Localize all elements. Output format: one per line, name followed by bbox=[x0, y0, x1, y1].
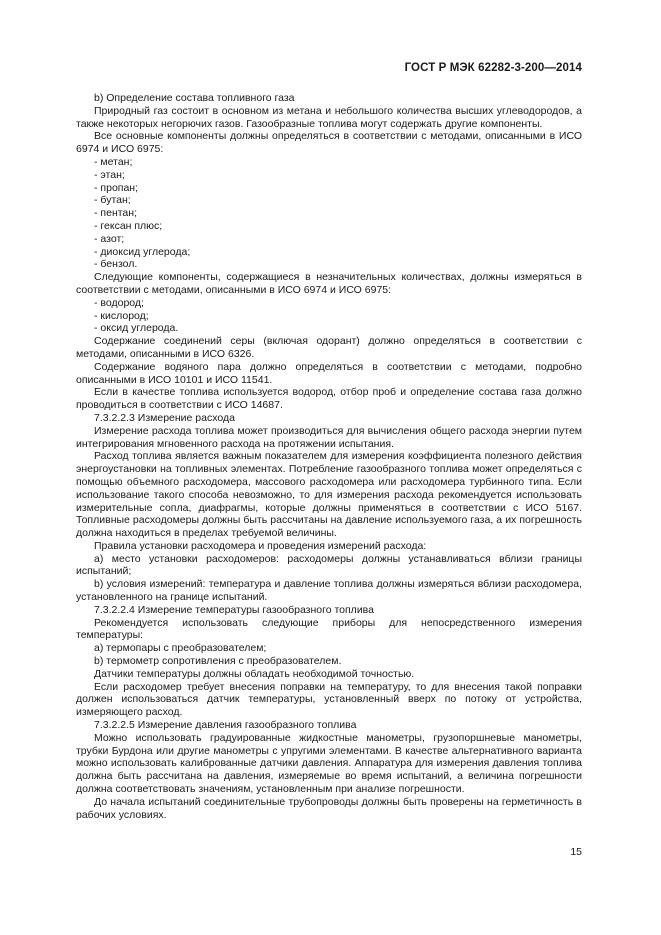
paragraph-trace-components: Следующие компоненты, содержащиеся в незначительных количествах, должны измеряться в соответствии с методами, описанными в ИСО 6974 и ИСО 6975: bbox=[76, 271, 582, 296]
page-number: 15 bbox=[570, 846, 582, 858]
paragraph-natural-gas: Природный газ состоит в основном из метана и небольшого количества высших углеводородов, а также некоторых негорючих газов. Газообразные топлива могут содержать другие компоненты. bbox=[76, 104, 582, 130]
list-item-hydrogen: - водород; bbox=[94, 296, 144, 309]
section-heading-pressure: 7.3.2.2.5 Измерение давления газообразного топлива bbox=[94, 719, 357, 732]
list-item-benzene: - бензол. bbox=[94, 258, 138, 271]
paragraph-flowmeter-rules: Правила установки расходомера и проведения измерений расхода: bbox=[94, 539, 427, 552]
list-item-oxygen: - кислород; bbox=[94, 309, 149, 322]
list-item-nitrogen: - азот; bbox=[94, 232, 125, 245]
paragraph-main-components: Все основные компоненты должны определяться в соответствии с методами, описанными в ИСО 6974 и ИСО 6975: bbox=[76, 130, 582, 156]
section-heading-fuel-composition: b) Определение состава топливного газа bbox=[94, 92, 295, 104]
list-item-resistance-thermometer: b) термометр сопротивления с преобразователем. bbox=[94, 655, 342, 668]
list-item-propane: - пропан; bbox=[94, 181, 139, 194]
paragraph-water-vapor: Содержание водяного пара должно определяться в соответствии с методами, подробно описанными в ИСО 10101 и ИСО 11541. bbox=[76, 360, 582, 386]
paragraph-hydrogen-fuel: Если в качестве топлива используется водород, отбор проб и определение состава газа должно проводиться в соответствии с ИСО 14687. bbox=[76, 386, 582, 412]
paragraph-sensor-accuracy: Датчики температуры должны обладать необходимой точностью. bbox=[94, 667, 415, 680]
list-item-butane: - бутан; bbox=[94, 194, 131, 207]
standard-code-header: ГОСТ Р МЭК 62282-3-200—2014 bbox=[404, 62, 582, 74]
list-item-thermocouples: а) термопары с преобразователем; bbox=[94, 642, 267, 655]
list-item-pentane: - пентан; bbox=[94, 207, 137, 220]
paragraph-temperature-instruments: Рекомендуется использовать следующие приборы для непосредственного измерения температуры: bbox=[76, 616, 582, 642]
paragraph-flow-meters: Расход топлива является важным показателем для измерения коэффициента полезного действия энергоустановки на топливных элементах. Потребление газообразного топлива может определяться с помощью объемного расходомера, массового расходомера или расходомера турбинного типа. Если использование такого способа невозможно, то для измерения расхода рекомендуется использовать измерительные сопла, диафрагмы, которые должны применяться в соответствии с ИСО 5167. Топливные расходомеры должны быть рассчитаны на давление используемого газа, а их погрешность должна находиться в пределах требуемой величины. bbox=[76, 450, 582, 540]
paragraph-sulfur: Содержание соединений серы (включая одорант) должно определяться в соответствии с методами, описанными в ИСО 6326. bbox=[76, 335, 582, 360]
list-item-methane: - метан; bbox=[94, 155, 133, 168]
list-item-ethane: - этан; bbox=[94, 168, 125, 181]
paragraph-leak-check: До начала испытаний соединительные трубопроводы должны быть проверены на герметичность в рабочих условиях. bbox=[76, 795, 582, 821]
list-item-hexane-plus: - гексан плюс; bbox=[94, 219, 163, 232]
paragraph-manometers: Можно использовать градуированные жидкостные манометры, грузопоршневые манометры, трубки Бурдона или другие манометры с упругими элементами. В качестве альтернативного варианта можно использовать калиброванные датчики давления. Аппаратура для измерения давления топлива должна быть рассчитана на давления, измеряемые во время испытаний, а величина погрешности должна соответствовать значениям, установленным при анализе погрешности. bbox=[76, 731, 582, 796]
section-heading-temperature: 7.3.2.2.4 Измерение температуры газообразного топлива bbox=[94, 603, 374, 616]
list-item-carbon-monoxide: - оксид углерода. bbox=[94, 322, 179, 335]
section-heading-flow-measurement: 7.3.2.2.3 Измерение расхода bbox=[94, 411, 235, 424]
list-item-measurement-conditions: b) условия измерений: температура и давление топлива должны измеряться вблизи расходомера, установленного на границе испытаний. bbox=[76, 578, 582, 604]
paragraph-flow-integration: Измерение расхода топлива может производиться для вычисления общего расхода энергии путем интегрирования мгновенного расхода на протяжении испытания. bbox=[76, 424, 582, 450]
document-body bbox=[76, 92, 582, 821]
list-item-installation-location: а) место установки расходомеров: расходомеры должны устанавливаться вблизи границы испытаний; bbox=[76, 552, 582, 578]
list-item-carbon-dioxide: - диоксид углерода; bbox=[94, 245, 191, 258]
paragraph-temperature-correction: Если расходомер требует внесения поправки на температуру, то для внесения такой поправки должен использоваться датчик температуры, установленный вверх по потоку от устройства, измеряющего расход. bbox=[76, 680, 582, 719]
